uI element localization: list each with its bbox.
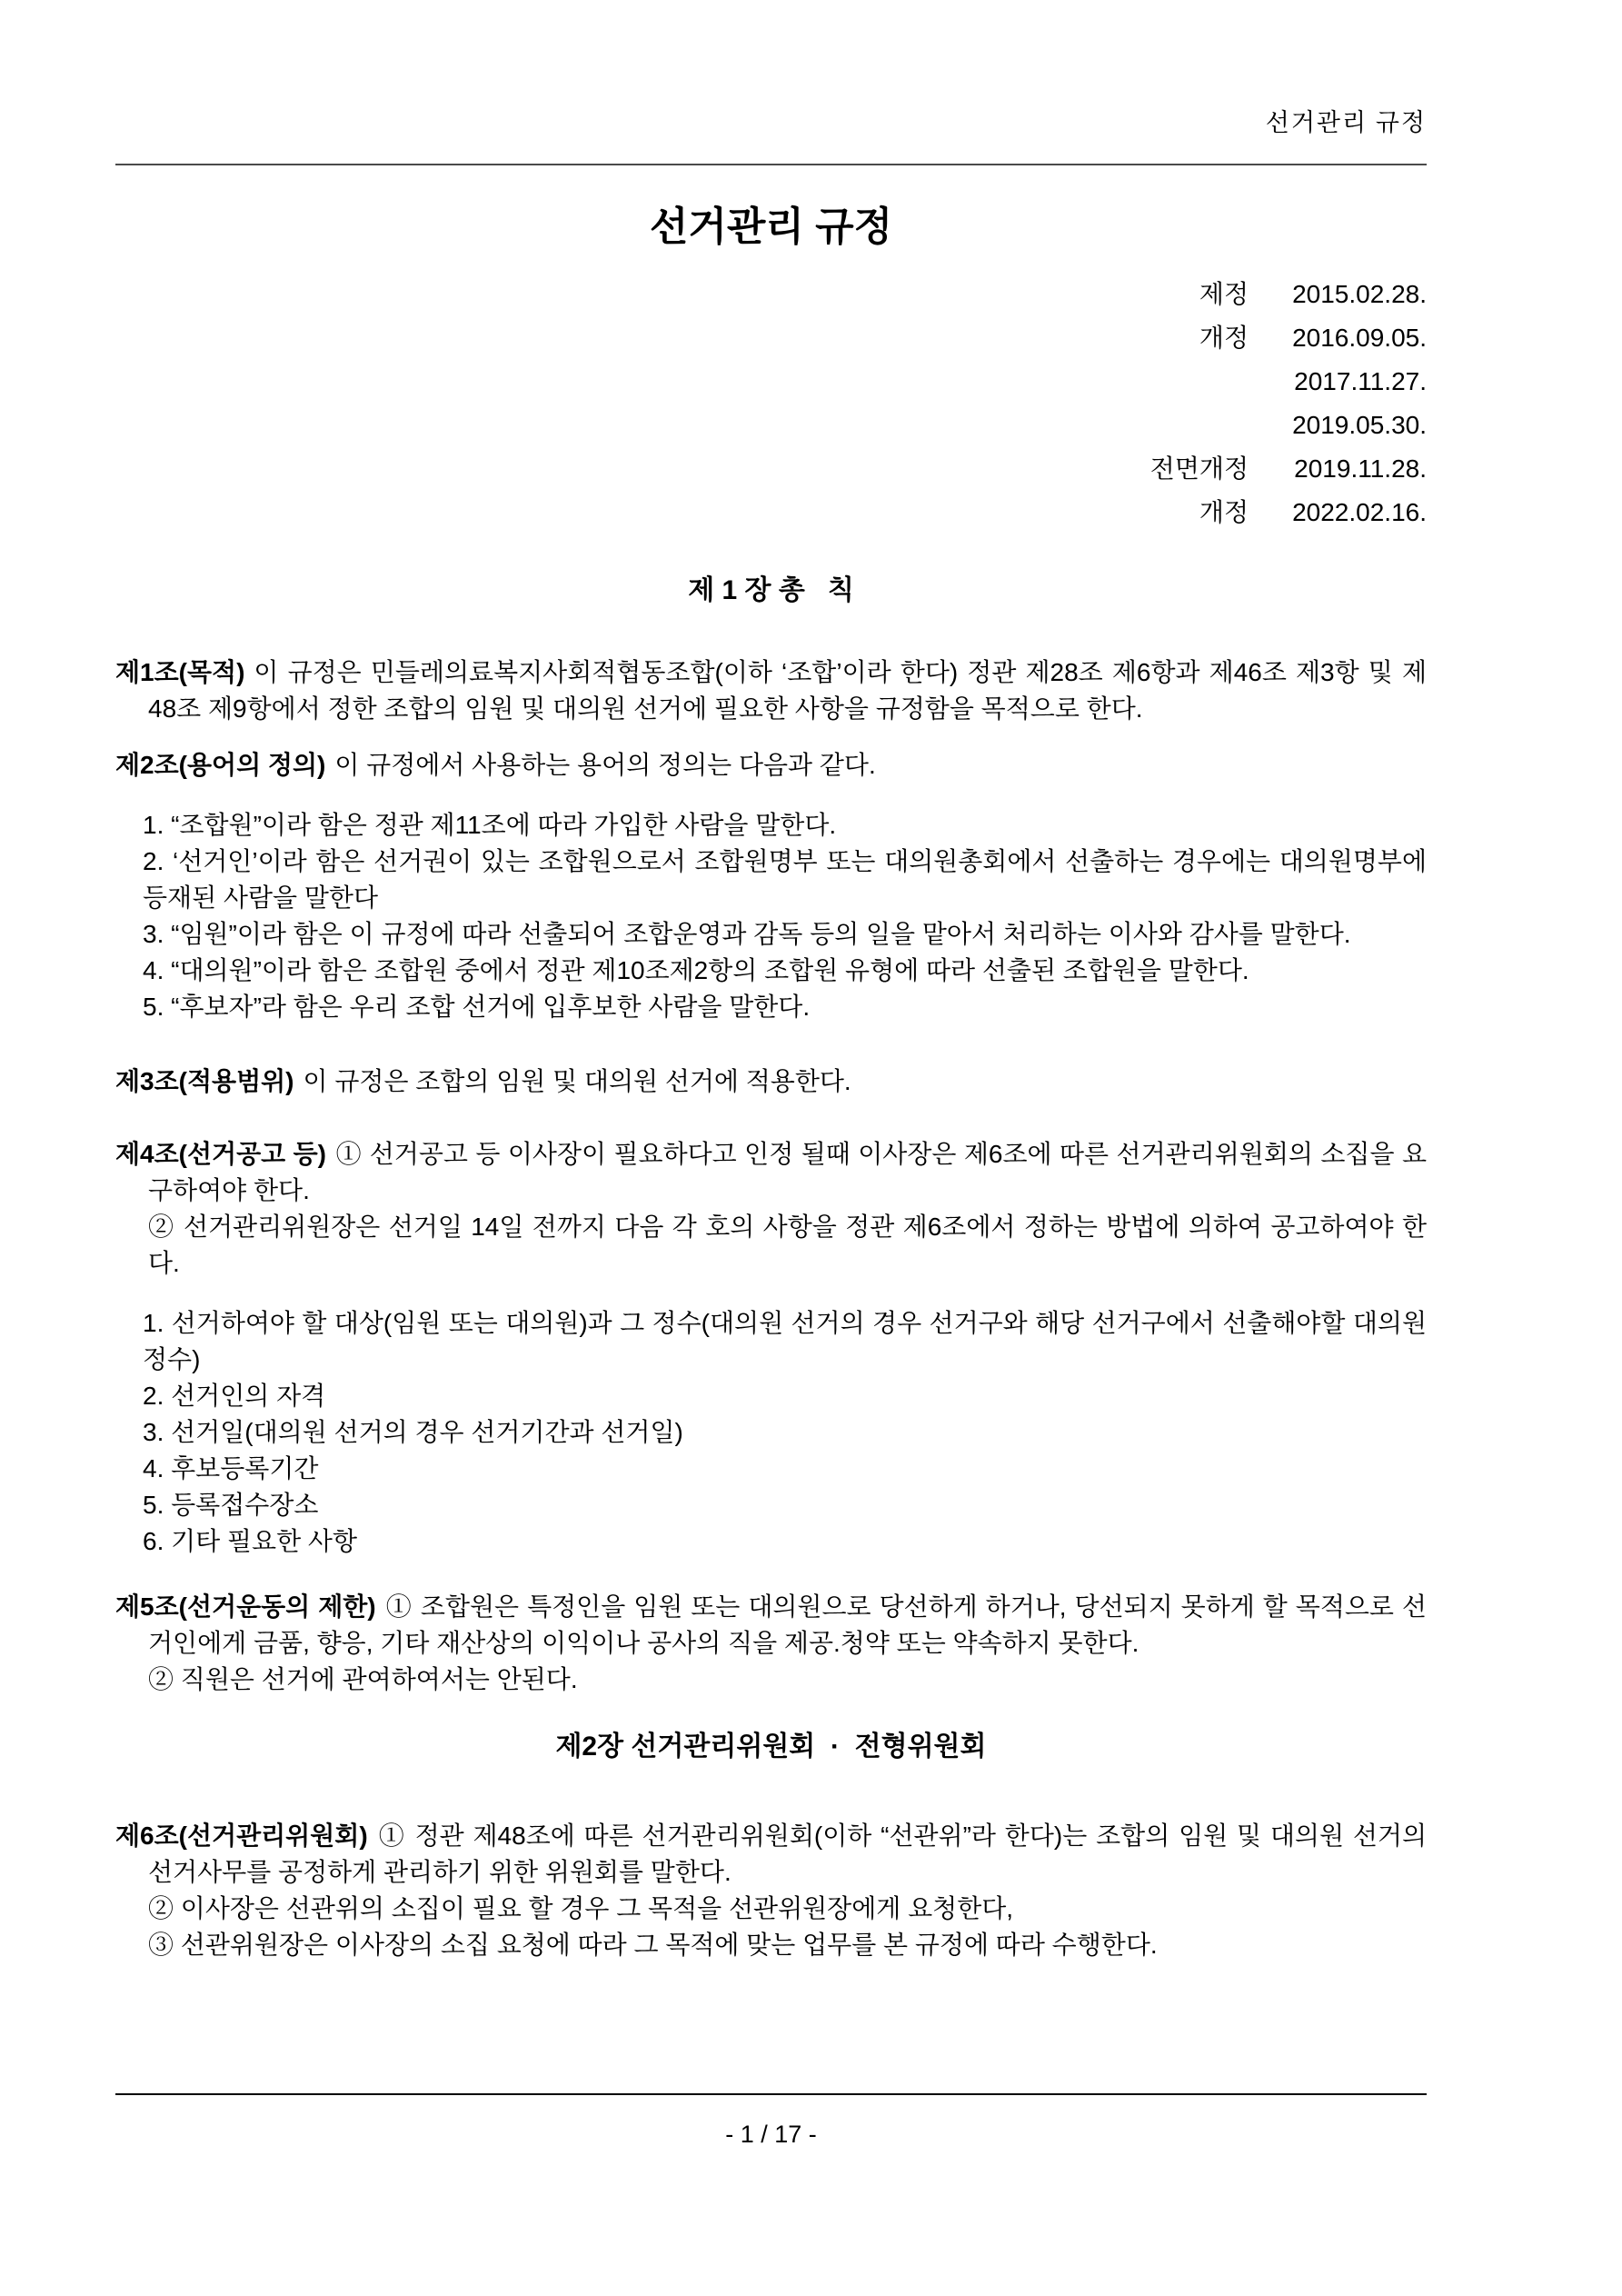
list-item: 5. 등록접수장소: [143, 1491, 319, 1519]
article-1-text: 이 규정은 민들레의료복지사회적협동조합(이하 ‘조합’이라 한다) 정관 제28조 제6항과 제46조 제3항 및 제48조 제9항에서 정한 조합의 임원 및 대의원 선거에 필요한 사항을 규정함을 목적으로 한다.: [148, 658, 1427, 723]
revision-row: [115, 491, 1427, 534]
list-item: 4. “대의원”이라 함은 조합원 중에서 정관 제10조제2항의 조합원 유형에 따라 선출된 조합원을 말한다.: [143, 956, 1249, 984]
revision-row: [115, 447, 1427, 491]
article-5-campaign-limit: [115, 1589, 1427, 1662]
article-5-clause-2: ② 직원은 선거에 관여하여서는 안된다.: [148, 1665, 578, 1693]
list-item: 3. “임원”이라 함은 이 규정에 따라 선출되어 조합운영과 감독 등의 일을 맡아서 처리하는 이사와 감사를 말한다.: [143, 920, 1351, 948]
list-item: 4. 후보등록기간: [143, 1454, 319, 1482]
article-6-election-committee: [115, 1818, 1427, 1891]
revision-date: 2016.09.05.: [1292, 324, 1427, 352]
list-item: 3. 선거일(대의원 선거의 경우 선거기간과 선거일): [143, 1418, 683, 1446]
list-item: 6. 기타 필요한 사항: [143, 1527, 358, 1555]
article-4-label: 제4조(선거공고 등): [115, 1140, 326, 1168]
revision-label: 개정: [1199, 324, 1249, 352]
revision-date: 2017.11.27.: [1294, 367, 1427, 395]
definition-list: [143, 807, 1427, 1025]
revision-date: 2022.02.16.: [1292, 498, 1427, 526]
article-4-announcement: [115, 1136, 1427, 1209]
revision-date: 2015.02.28.: [1292, 280, 1427, 308]
header-divider: [115, 164, 1427, 165]
page-footer: [115, 2093, 1427, 2150]
article-5-label: 제5조(선거운동의 제한): [115, 1592, 376, 1621]
article-4-text: ① 선거공고 등 이사장이 필요하다고 인정 될때 이사장은 제6조에 따른 선거관리위원회의 소집을 요구하여야 한다.: [148, 1140, 1427, 1204]
article-2-definitions: [115, 747, 1427, 784]
article-6-clause-2: ② 이사장은 선관위의 소집이 필요 할 경우 그 목적을 선관위원장에게 요청한다,: [148, 1894, 1014, 1922]
footer-divider: [115, 2093, 1427, 2095]
revision-row: [115, 404, 1427, 447]
page-title: 선거관리 규정: [649, 205, 893, 249]
article-1-purpose: [115, 654, 1427, 727]
article-3-scope: [115, 1063, 1427, 1100]
page-number: - 1 / 17 -: [725, 2121, 817, 2148]
revision-label: 개정: [1199, 498, 1249, 526]
revision-history: [115, 273, 1427, 534]
chapter-1-heading: 제 1 장 총 칙: [688, 575, 854, 605]
revision-label: 전면개정: [1149, 454, 1249, 483]
article-6-clause-3: ③ 선관위원장은 이사장의 소집 요청에 따라 그 목적에 맞는 업무를 본 규정에 따라 수행한다.: [148, 1931, 1158, 1959]
revision-label: 제정: [1199, 280, 1249, 308]
revision-row: [115, 360, 1427, 404]
article-2-text: 이 규정에서 사용하는 용어의 정의는 다음과 같다.: [334, 751, 876, 779]
article-5-text: ① 조합원은 특정인을 임원 또는 대의원으로 당선하게 하거나, 당선되지 못하게 할 목적으로 선거인에게 금품, 향응, 기타 재산상의 이익이나 공사의 직을 제공.청약 또는 약속하지 못한다.: [148, 1592, 1427, 1657]
list-item: 1. “조합원”이라 함은 정관 제11조에 따라 가입한 사람을 말한다.: [143, 811, 837, 839]
list-item: 2. 선거인의 자격: [143, 1382, 326, 1410]
article-3-text: 이 규정은 조합의 임원 및 대의원 선거에 적용한다.: [303, 1067, 851, 1095]
article-6-text: ① 정관 제48조에 따른 선거관리위원회(이하 “선관위”라 한다)는 조합의 임원 및 대의원 선거의 선거사무를 공정하게 관리하기 위한 위원회를 말한다.: [148, 1822, 1427, 1886]
announcement-list: [143, 1305, 1427, 1560]
list-item: 2. ‘선거인’이라 함은 선거권이 있는 조합원으로서 조합원명부 또는 대의원총회에서 선출하는 경우에는 대의원명부에 등재된 사람을 말한다: [143, 847, 1427, 912]
revision-row: [115, 273, 1427, 316]
chapter-2-heading: 제2장 선거관리위원회 · 전형위원회: [555, 1732, 987, 1762]
article-4-clause-2: ② 선거관리위원장은 선거일 14일 전까지 다음 각 호의 사항을 정관 제6조에서 정하는 방법에 의하여 공고하여야 한다.: [148, 1213, 1427, 1277]
revision-row: [115, 316, 1427, 360]
article-2-label: 제2조(용어의 정의): [115, 751, 326, 779]
article-3-label: 제3조(적용범위): [115, 1067, 294, 1095]
running-header-title: 선거관리 규정: [1265, 109, 1427, 136]
article-1-label: 제1조(목적): [115, 658, 245, 686]
revision-date: 2019.11.28.: [1294, 454, 1427, 483]
article-6-label: 제6조(선거관리위원회): [115, 1822, 368, 1850]
revision-date: 2019.05.30.: [1292, 411, 1427, 439]
list-item: 1. 선거하여야 할 대상(임원 또는 대의원)과 그 정수(대의원 선거의 경우 선거구와 해당 선거구에서 선출해야할 대의원 정수): [143, 1309, 1427, 1373]
list-item: 5. “후보자”라 함은 우리 조합 선거에 입후보한 사람을 말한다.: [143, 993, 811, 1021]
